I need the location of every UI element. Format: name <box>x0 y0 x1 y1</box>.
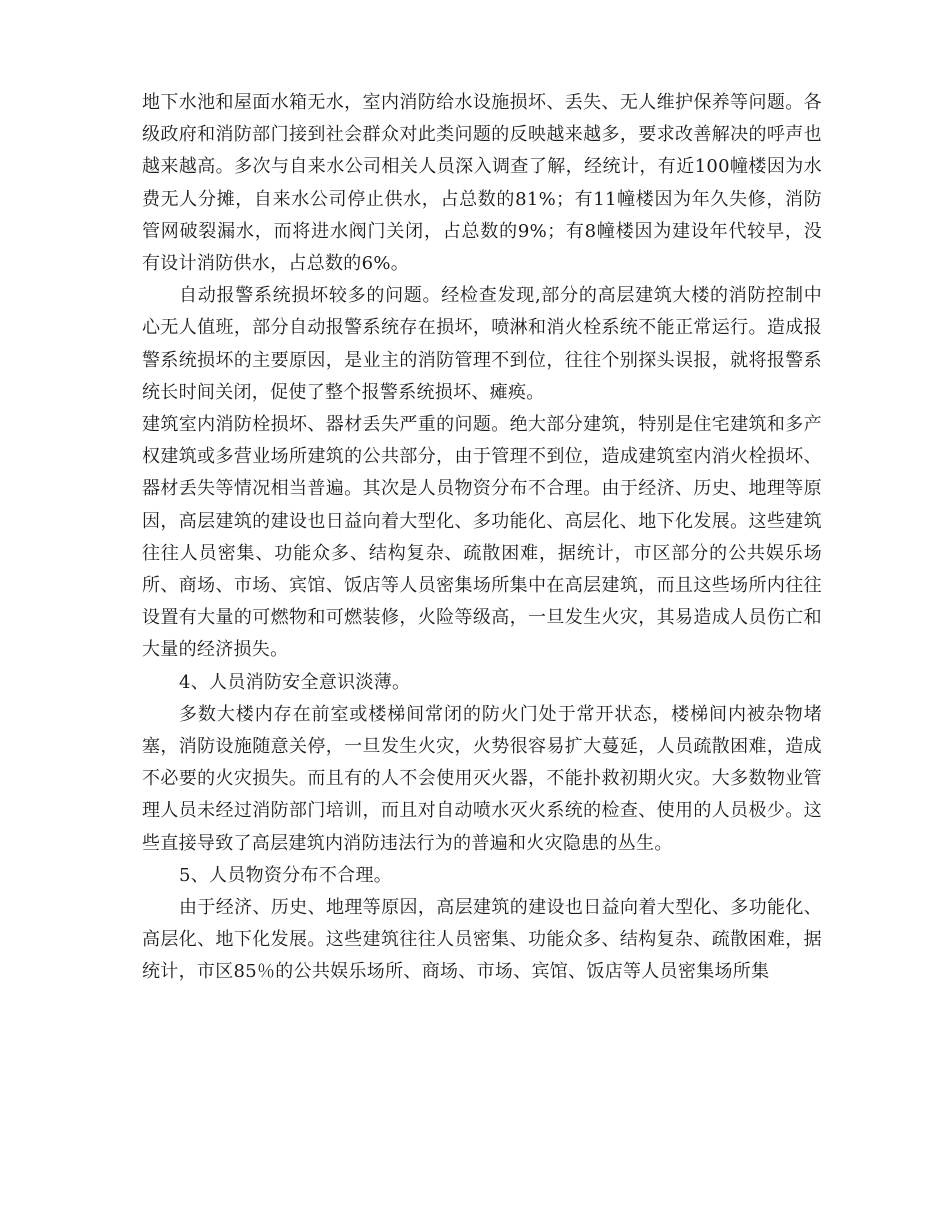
heading-resource-distribution: 5、人员物资分布不合理。 <box>179 864 393 886</box>
document-body <box>142 87 822 989</box>
paragraph-resource-distribution: 由于经济、历史、地理等原因，高层建筑的建设也日益向着大型化、多功能化、高层化、地下化发展。这些建筑往往人员密集、功能众多、结构复杂、疏散困难，据统计，市区85％的公共娱乐场所、商场、市场、宾馆、饭店等人员密集场所集 <box>142 897 822 983</box>
heading-safety-awareness: 4、人员消防安全意识淡薄。 <box>179 671 411 693</box>
paragraph-safety-awareness: 多数大楼内存在前室或楼梯间常闭的防火门处于常开状态，楼梯间内被杂物堵塞，消防设施随意关停，一旦发生火灾，火势很容易扩大蔓延，人员疏散困难，造成不必要的火灾损失。而且有的人不会使用灭火器，不能扑救初期火灾。大多数物业管理人员未经过消防部门培训，而且对自动喷水灭火系统的检查、使用的人员极少。这些直接导致了高层建筑内消防违法行为的普遍和火灾隐患的丛生。 <box>142 703 822 854</box>
paragraph-alarm-system: 自动报警系统损坏较多的问题。经检查发现,部分的高层建筑大楼的消防控制中心无人值班，部分自动报警系统存在损坏，喷淋和消火栓系统不能正常运行。造成报警系统损坏的主要原因，是业主的消防管理不到位，往往个别探头误报，就将报警系统长时间关闭，促使了整个报警系统损坏、瘫痪。 <box>142 285 822 403</box>
paragraph-hydrant-damage: 建筑室内消防栓损坏、器材丢失严重的问题。绝大部分建筑，特别是住宅建筑和多产权建筑或多营业场所建筑的公共部分，由于管理不到位，造成建筑室内消火栓损坏、器材丢失等情况相当普遍。其次是人员物资分布不合理。由于经济、历史、地理等原因，高层建筑的建设也日益向着大型化、多功能化、高层化、地下化发展。这些建筑往往人员密集、功能众多、结构复杂、疏散困难，据统计，市区部分的公共娱乐场所、商场、市场、宾馆、饭店等人员密集场所集中在高层建筑，而且这些场所内往往设置有大量的可燃物和可燃装修，火险等级高，一旦发生火灾，其易造成人员伤亡和大量的经济损失。 <box>142 414 822 661</box>
paragraph-water-supply: 地下水池和屋面水箱无水，室内消防给水设施损坏、丢失、无人维护保养等问题。各级政府和消防部门接到社会群众对此类问题的反映越来越多，要求改善解决的呼声也越来越高。多次与自来水公司相关人员深入调查了解，经统计，有近100幢楼因为水费无人分摊，自来水公司停止供水，占总数的81%；有11幢楼因为年久失修，消防管网破裂漏水，而将进水阀门关闭，占总数的9%；有8幢楼因为建设年代较早，没有设计消防供水，占总数的6%。 <box>142 92 822 275</box>
